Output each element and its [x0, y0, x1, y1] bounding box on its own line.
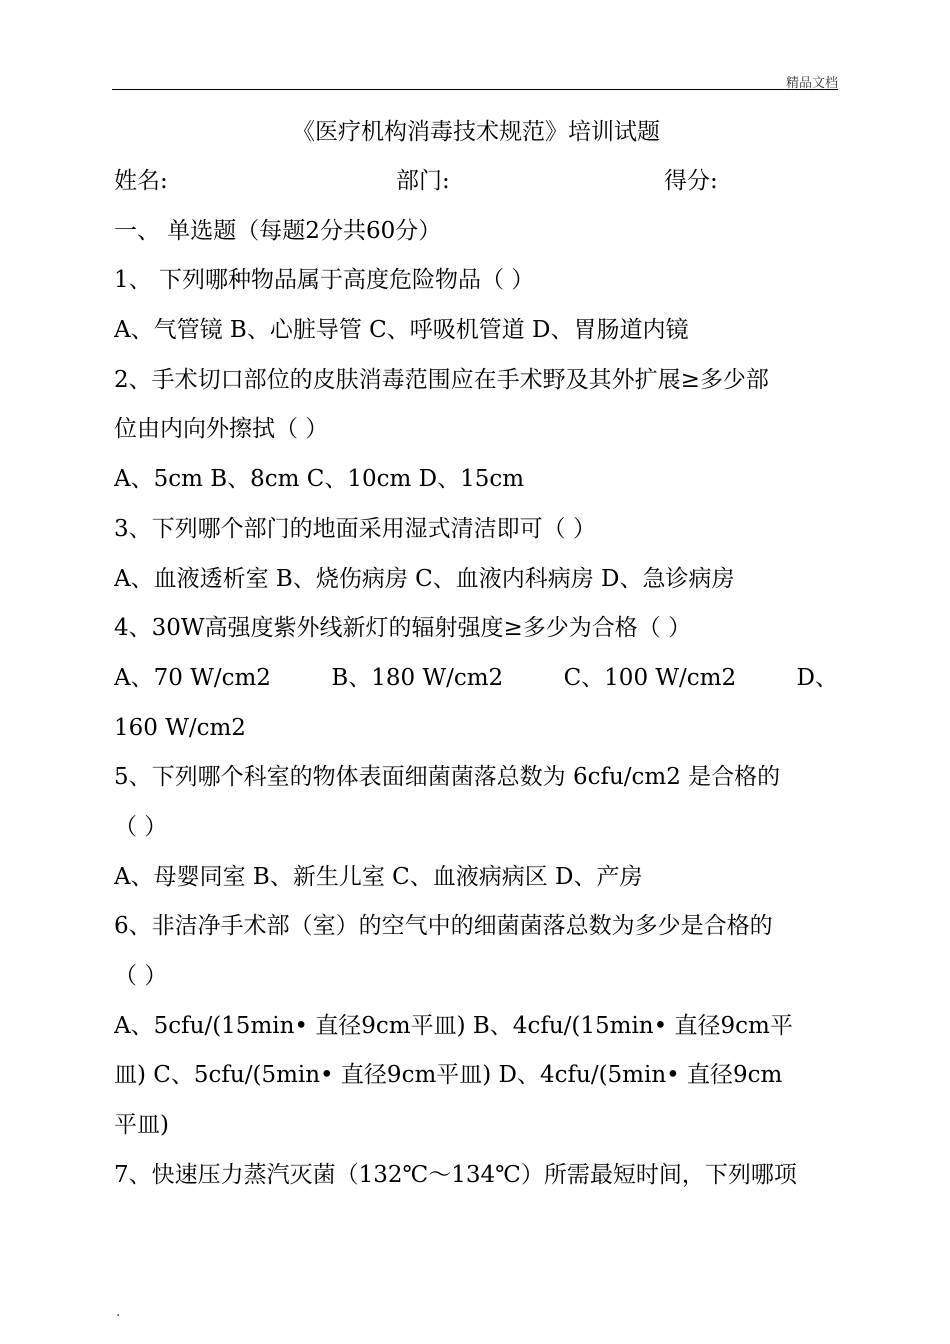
q1-text: 1、 下列哪种物品属于高度危险物品（ ）	[114, 267, 535, 294]
q6-options-cont: 皿) C、5cfu/(5min• 直径9cm平皿) D、4cfu/(5min• 直径9cm	[114, 1062, 783, 1089]
q1-options: A、气管镜 B、心脏导管 C、呼吸机管道 D、胃肠道内镜	[114, 317, 689, 344]
department-field-label: 部门:	[396, 168, 450, 194]
q3-text: 3、下列哪个部门的地面采用湿式清洁即可（ ）	[114, 515, 596, 542]
q6-options: A、5cfu/(15min• 直径9cm平皿) B、4cfu/(15min• 直径9cm平	[114, 1012, 793, 1039]
header-rule	[112, 89, 838, 90]
header-note: 精品文档	[785, 76, 838, 91]
q4-option-c: C、100 W/cm2	[563, 664, 737, 691]
q5-text: 5、下列哪个科室的物体表面细菌菌落总数为 6cfu/cm2 是合格的	[114, 764, 781, 791]
q4-option-d-cont: 160 W/cm2	[114, 714, 246, 741]
q7-text: 7、快速压力蒸汽灭菌（132℃～134℃）所需最短时间，下列哪项	[114, 1161, 797, 1188]
q5-options: A、母婴同室 B、新生儿室 C、血液病病区 D、产房	[114, 863, 643, 890]
name-field-label: 姓名:	[114, 168, 168, 194]
section-heading: 一、 单选题（每题2分共60分）	[114, 217, 442, 244]
q6-options-cont-2: 平皿)	[114, 1112, 169, 1139]
q3-options: A、血液透析室 B、烧伤病房 C、血液内科病房 D、急诊病房	[114, 565, 735, 592]
document-body	[114, 105, 838, 1200]
q4-option-d: D、	[796, 664, 838, 691]
q4-option-a: A、70 W/cm2	[114, 664, 271, 691]
footer-dot: .	[116, 1304, 121, 1320]
page-title: 《医疗机构消毒技术规范》培训试题	[292, 119, 660, 145]
info-fields	[114, 157, 838, 207]
q6-text-cont: （ ）	[114, 963, 168, 989]
q4-text: 4、30W高强度紫外线新灯的辐射强度≥多少为合格（ ）	[114, 615, 692, 642]
q5-text-cont: （ ）	[114, 813, 168, 840]
score-field-label: 得分:	[664, 168, 718, 194]
q2-text: 2、手术切口部位的皮肤消毒范围应在手术野及其外扩展≥多少部	[114, 366, 769, 393]
q4-options	[114, 654, 838, 704]
q4-option-b: B、180 W/cm2	[331, 664, 504, 691]
q6-text: 6、非洁净手术部（室）的空气中的细菌菌落总数为多少是合格的	[114, 913, 773, 940]
q2-options: A、5cm B、8cm C、10cm D、15cm	[114, 466, 525, 493]
q2-text-cont: 位由内向外擦拭（ ）	[114, 416, 329, 443]
